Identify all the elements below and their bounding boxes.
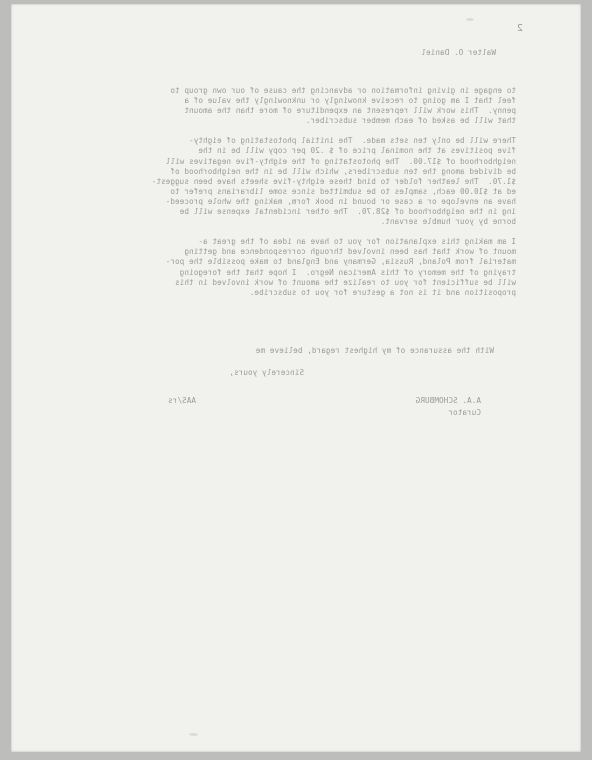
document-page — [11, 4, 581, 752]
bleed-through-text — [11, 4, 581, 752]
paragraph-2: There will be only ten sets made. The initial photostating of eighty- five positives at the nominal price of $ .20 per copy will be in the neighborhood of $17.00. The photostating of the eighty-five negatives will be divided among the ten subscribers, which will be in the neighborhood of $1.70. The leather folder to bind these eighty-five sheets have been suggest- ed at $10.00 each, samples to be submitted since some librarians prefer to have an envelope or a case or bound in book form, making the whole proceed- ing in the neighborhood of $28.70. The other incidental expense will be borne by your humble servant. — [151, 136, 516, 227]
paper-mark — [189, 733, 198, 736]
valediction: Sincerely yours, — [229, 368, 304, 378]
letter-body — [98, 86, 516, 308]
paragraph-1: to engage in giving information or advancing the cause of our own group to feel that I am going to receive knowingly or unknowingly the value of a penny. This work will represent an expenditure of more than the amount that will be asked of each member subscriber. — [170, 86, 516, 126]
closing-block — [98, 346, 516, 378]
signature-name: A.A. SCHOMBURG — [415, 396, 481, 405]
paragraph-3: I am making this explanation for you to have an idea of the great a- mount of work that has been involved through correspondence and getting material from Poland, Russia, Germany and England to make possible the por- traying of the memory of this American Negro. I hope that the foregoing will be sufficient for you to realize the amount of work involved in this proposition and it is not a gesture for you to subscribe. — [165, 237, 516, 297]
signature-title: Curator — [448, 408, 481, 417]
closing-line: With the assurance of my highest regard, believe me — [255, 346, 494, 355]
reference-initials: AAS/rs — [167, 396, 196, 405]
paper-mark — [466, 18, 474, 21]
letter-header: Walter O. Daniel — [421, 48, 496, 57]
page-number: 2 — [516, 23, 523, 34]
